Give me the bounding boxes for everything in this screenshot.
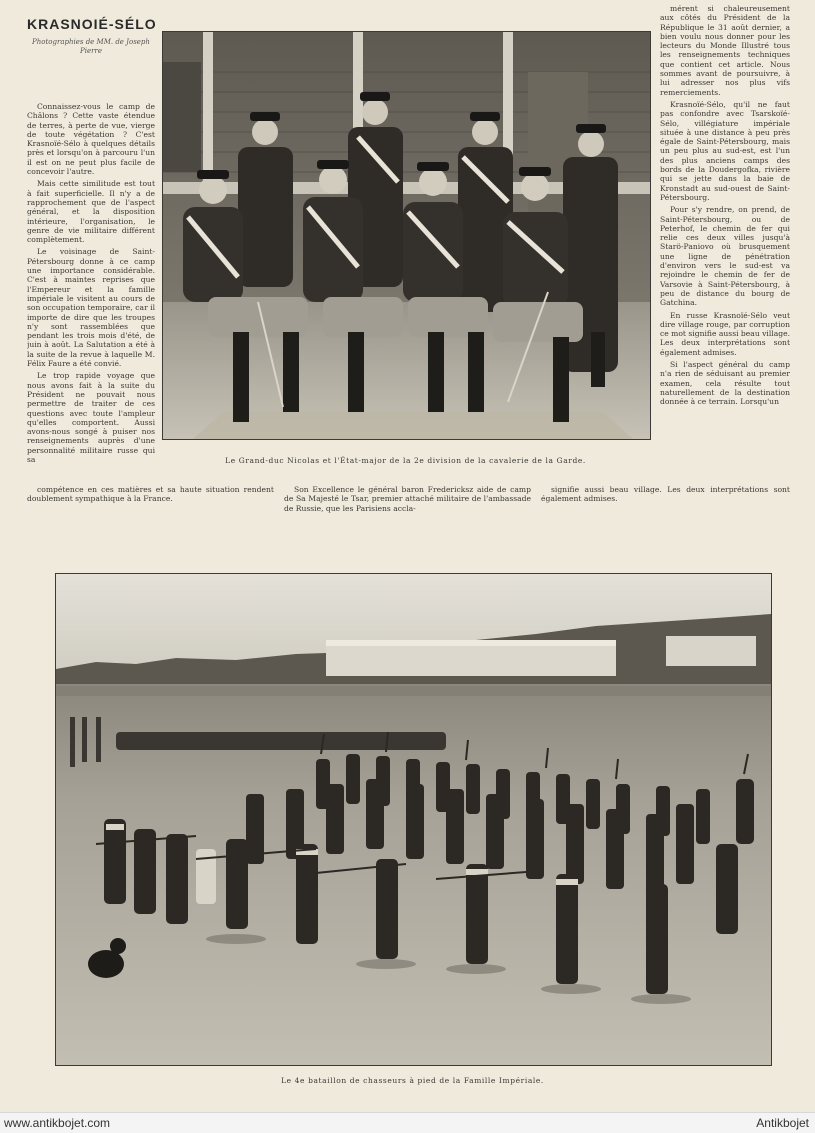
paragraph: Mais cette similitude est tout à fait superficielle. Il n'y a de rapprochement que de l'aspect général, et la disposition intérieure, l'organisation, le genre de vie militaire différent complètement.: [27, 179, 155, 245]
paragraph: Le trop rapide voyage que nous avons fait à la suite du Président ne pouvait nous permettre de traiter de ces questions avec toute l'ampleur qu'elles comportent. Aussi avons-nous songé à puiser nos renseignements auprès d'une personnalité militaire russe qui sa: [27, 371, 155, 464]
officers-photo-caption: Le Grand-duc Nicolas et l'État-major de la 2e division de la cavalerie de la Garde.: [225, 456, 586, 465]
article-bottom-col-3: [541, 485, 790, 537]
paragraph: Le voisinage de Saint-Pétersbourg donne à ce camp une importance considérable. C'est à maintes reprises que l'Empereur et la famille impériale le visitent au cours de son occupation temporaire, car il importe de dire que les troupes n'y sont rassemblées que pendant les trois mois d'été, de juin à août. La Salutation a été à la suite de la revue à laquelle M. Félix Faure a été convié.: [27, 247, 155, 369]
battalion-photo-caption: Le 4e bataillon de chasseurs à pied de la Famille Impériale.: [281, 1076, 544, 1085]
battalion-drill-photo: [55, 573, 772, 1066]
paragraph: Connaissez-vous le camp de Châlons ? Cette vaste étendue de terres, à perte de vue, vierge de toute végétation ? C'est Krasnoïé-Sélo à quelques détails près et lorsqu'on à parcouru l'un il est on ne peut plus facile de concevoir l'autre.: [27, 102, 155, 177]
paragraph: compétence en ces matières et sa haute situation rendent doublement sympathique à la France.: [27, 485, 274, 504]
paragraph: En russe Krasnoïé-Sélo veut dire village rouge, par corruption ce mot signifie aussi beau village. Les deux interprétations sont également admises.: [660, 310, 790, 357]
paragraph: Krasnoïé-Sélo, qu'il ne faut pas confondre avec Tsarskoïé-Sélo, villégiature impériale située à une distance à peu près égale de Saint-Pétersbourg, mais un peu plus au sud-est, est l'un des plus anciens camps des bords de la Doudergofka, rivière qui se jette dans la baie de Kronstadt au sud-ouest de Saint-Pétersbourg.: [660, 99, 790, 202]
officers-group-photo: [162, 31, 651, 440]
article-column-right: [660, 4, 790, 480]
section-title: KRASNOIÉ-SÉLO: [27, 16, 157, 32]
footer-url[interactable]: www.antikbojet.com: [4, 1116, 111, 1130]
paragraph: Son Excellence le général baron Fredericksz aide de camp de Sa Majesté le Tsar, premier attaché militaire de l'ambassade de Russie, que les Parisiens accla-: [284, 485, 531, 513]
photo-credit: Photographies de MM. de Joseph Pierre: [32, 38, 150, 55]
paragraph: signifie aussi beau village. Les deux interprétations sont également admises.: [541, 485, 790, 504]
article-column-left: [27, 102, 155, 482]
watermark-footer: [0, 1112, 815, 1133]
footer-brand: Antikbojet: [756, 1116, 809, 1130]
paragraph: Si l'aspect général du camp n'a rien de séduisant au premier examen, cela résulte tout naturellement de la destination donnée à ce terrain. Lorsqu'un: [660, 359, 790, 407]
paragraph: mérent si chaleureusement aux côtés du Président de la République le 31 août dernier, a bien voulu nous donner pour les lecteurs du Monde Illustré tous les renseignements techniques que contient cet article. Nous sommes avant de poursuivre, à lui adresser nos plus vifs remerciements.: [660, 4, 790, 97]
article-bottom-col-1: [27, 485, 274, 537]
article-bottom-columns: [27, 485, 790, 537]
article-bottom-col-2: [284, 485, 531, 537]
paragraph: Pour s'y rendre, on prend, de Saint-Pétersbourg, ou de Peterhof, le chemin de fer qui relie ces deux villes jusqu'à Starö-Paniovo où brusquement une ligne de pénétration d'environ vers le sud-est va rejoindre le chemin de fer de Varsovie à Saint-Pétersbourg, à peu de distance du bourg de Gatchina.: [660, 205, 790, 308]
